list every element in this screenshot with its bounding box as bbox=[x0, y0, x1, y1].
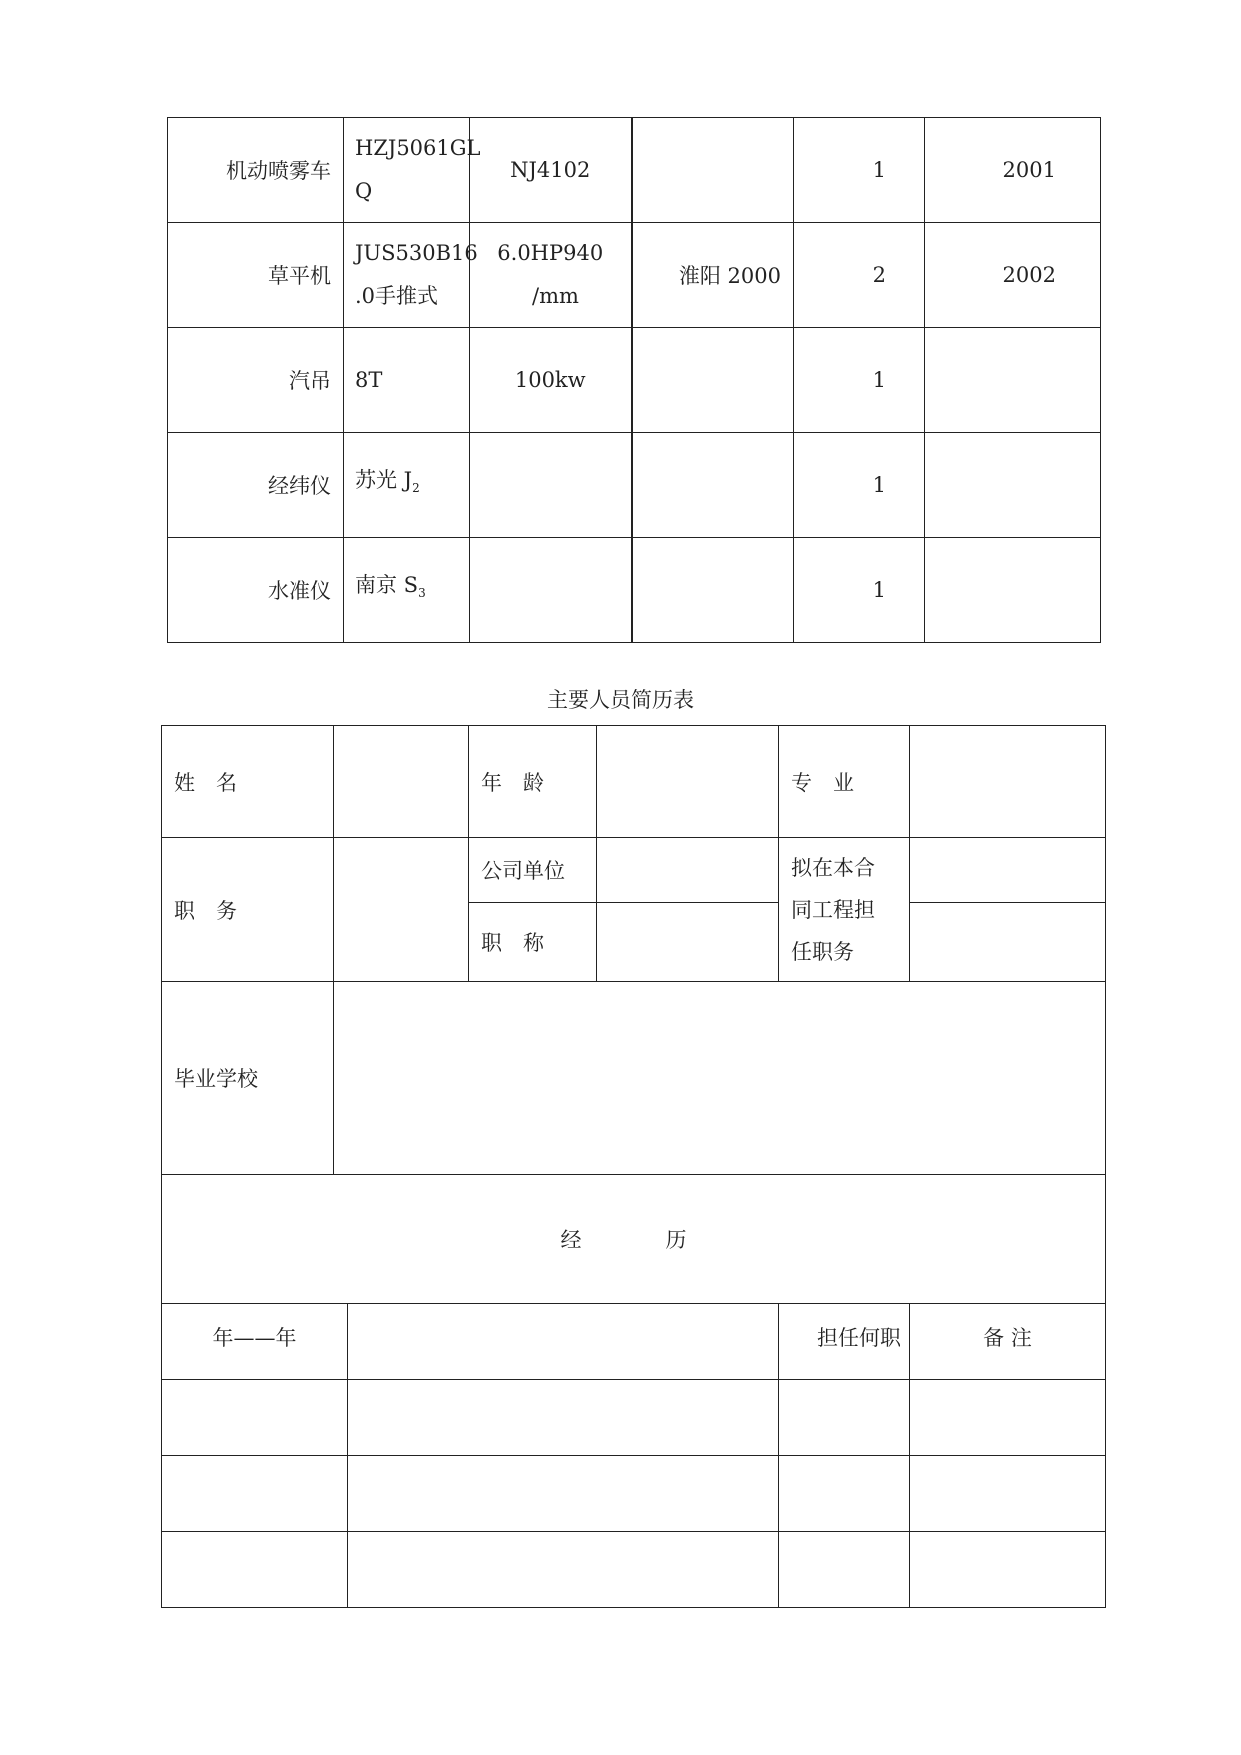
equipment-year bbox=[925, 538, 1101, 643]
model-line: Q bbox=[355, 179, 373, 203]
resume-table bbox=[161, 725, 1106, 1608]
experience-role-cell[interactable] bbox=[779, 1380, 910, 1456]
table-row bbox=[162, 1532, 1106, 1608]
experience-years-cell[interactable] bbox=[162, 1380, 348, 1456]
equipment-maker bbox=[632, 538, 794, 643]
table-row bbox=[162, 1175, 1106, 1304]
position-label: 职 务 bbox=[162, 838, 334, 982]
company-value[interactable] bbox=[597, 838, 779, 903]
equipment-model bbox=[344, 538, 470, 643]
table-row bbox=[162, 1456, 1106, 1532]
equipment-model: 8T bbox=[344, 328, 470, 433]
table-row bbox=[168, 118, 1101, 223]
table-row bbox=[162, 838, 1106, 903]
age-label: 年 龄 bbox=[469, 726, 597, 838]
age-value[interactable] bbox=[597, 726, 779, 838]
role-label bbox=[779, 838, 910, 982]
role-label-line: 同工程担 bbox=[791, 897, 875, 922]
equipment-qty: 2 bbox=[794, 223, 925, 328]
company-label: 公司单位 bbox=[469, 838, 597, 903]
col-blank-header bbox=[348, 1304, 779, 1380]
equipment-name: 机动喷雾车 bbox=[168, 118, 344, 223]
role-value-2[interactable] bbox=[910, 903, 1106, 982]
role-value[interactable] bbox=[910, 838, 1106, 903]
equipment-maker: 淮阳 2000 bbox=[632, 223, 794, 328]
table-row bbox=[162, 726, 1106, 838]
equipment-model bbox=[344, 223, 478, 328]
col-role-header: 担任何职 bbox=[779, 1304, 910, 1380]
experience-desc-cell[interactable] bbox=[348, 1456, 779, 1532]
experience-years-cell[interactable] bbox=[162, 1532, 348, 1608]
equipment-power: NJ4102 bbox=[470, 118, 632, 223]
table-row bbox=[168, 433, 1101, 538]
name-value[interactable] bbox=[334, 726, 469, 838]
equipment-qty: 1 bbox=[794, 433, 925, 538]
experience-role-cell[interactable] bbox=[779, 1532, 910, 1608]
experience-notes-cell[interactable] bbox=[910, 1532, 1106, 1608]
equipment-name: 草平机 bbox=[168, 223, 344, 328]
experience-label: 经 历 bbox=[162, 1175, 1106, 1304]
model-line: HZJ5061GL bbox=[355, 136, 481, 160]
model-line: JUS530B16 bbox=[355, 241, 478, 265]
equipment-model bbox=[344, 118, 481, 223]
equipment-year bbox=[925, 433, 1101, 538]
name-label: 姓 名 bbox=[162, 726, 334, 838]
model-subscript: 2 bbox=[412, 481, 420, 496]
school-value[interactable] bbox=[334, 982, 1106, 1175]
col-years-header: 年——年 bbox=[162, 1304, 348, 1380]
equipment-maker bbox=[632, 118, 794, 223]
equipment-year bbox=[925, 328, 1101, 433]
school-label: 毕业学校 bbox=[162, 982, 334, 1175]
table-row bbox=[162, 982, 1106, 1175]
model-text: 南京 S bbox=[355, 573, 419, 598]
table-row bbox=[168, 223, 1101, 328]
equipment-qty: 1 bbox=[794, 118, 925, 223]
equipment-table bbox=[167, 117, 1101, 643]
equipment-maker bbox=[632, 328, 794, 433]
role-label-line: 任职务 bbox=[791, 939, 854, 964]
equipment-qty: 1 bbox=[794, 538, 925, 643]
power-line: 6.0HP940 bbox=[497, 241, 604, 265]
experience-notes-cell[interactable] bbox=[910, 1456, 1106, 1532]
equipment-model bbox=[344, 433, 470, 538]
power-line: /mm bbox=[532, 284, 579, 308]
model-subscript: 3 bbox=[418, 586, 426, 601]
experience-desc-cell[interactable] bbox=[348, 1380, 779, 1456]
model-line: .0手推式 bbox=[355, 284, 439, 308]
equipment-maker bbox=[632, 433, 794, 538]
equipment-name: 经纬仪 bbox=[168, 433, 344, 538]
equipment-power bbox=[470, 433, 632, 538]
major-value[interactable] bbox=[910, 726, 1106, 838]
equipment-power bbox=[470, 538, 632, 643]
equipment-qty: 1 bbox=[794, 328, 925, 433]
table-row bbox=[162, 1304, 1106, 1380]
position-value[interactable] bbox=[334, 838, 469, 982]
title-value[interactable] bbox=[597, 903, 779, 982]
title-label: 职 称 bbox=[469, 903, 597, 982]
role-label-line: 拟在本合 bbox=[791, 855, 875, 880]
equipment-power: 100kw bbox=[470, 328, 632, 433]
equipment-name: 水准仪 bbox=[168, 538, 344, 643]
col-notes-header: 备 注 bbox=[910, 1304, 1106, 1380]
equipment-year: 2001 bbox=[925, 118, 1101, 223]
experience-notes-cell[interactable] bbox=[910, 1380, 1106, 1456]
equipment-name: 汽吊 bbox=[168, 328, 344, 433]
experience-years-cell[interactable] bbox=[162, 1456, 348, 1532]
major-label: 专 业 bbox=[779, 726, 910, 838]
equipment-year: 2002 bbox=[925, 223, 1101, 328]
experience-desc-cell[interactable] bbox=[348, 1532, 779, 1608]
table-row bbox=[168, 538, 1101, 643]
table-row bbox=[162, 1380, 1106, 1456]
experience-role-cell[interactable] bbox=[779, 1456, 910, 1532]
resume-title: 主要人员简历表 bbox=[547, 688, 694, 712]
equipment-power bbox=[470, 223, 632, 328]
model-text: 苏光 J bbox=[355, 468, 413, 493]
table-row bbox=[168, 328, 1101, 433]
